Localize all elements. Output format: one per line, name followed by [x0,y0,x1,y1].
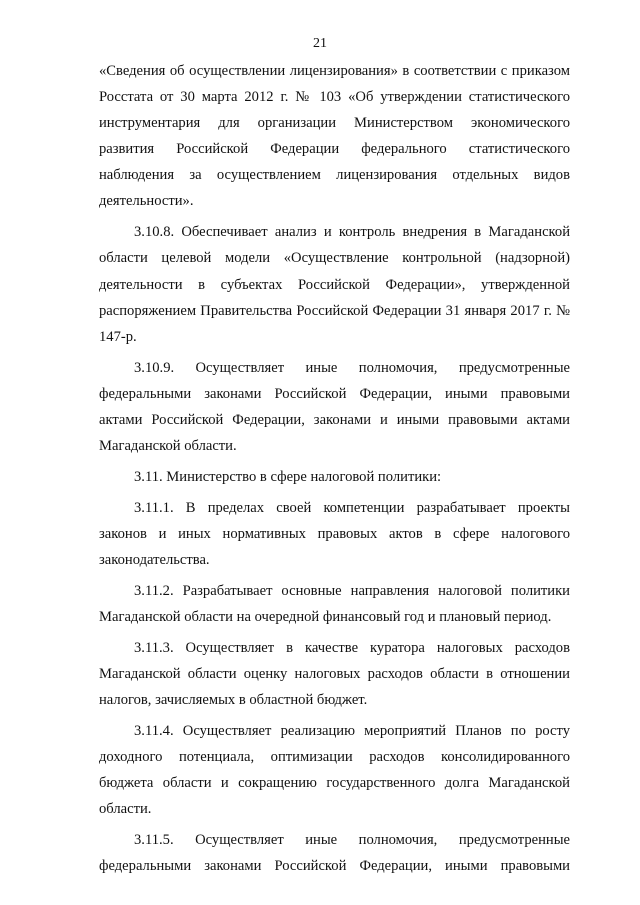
paragraph-3-10-9: 3.10.9. Осуществляет иные полномочия, предусмотренные федеральными законами Российской Федерации, иными правовыми актами Российской Федерации, законами и иными правовыми актами Магаданской области. [99,359,570,454]
paragraph-3-11-1: 3.11.1. В пределах своей компетенции разрабатывает проекты законов и иных нормативных правовых актов в сфере налогового законодательства. [99,499,570,568]
paragraph-licensing-statistics: «Сведения об осуществлении лицензирования» в соответствии с приказом Росстата от 30 марта 2012 г. № 103 «Об утверждении статистического инструментария для организации Министерством экономического развития Российской Федерации федерального статистического наблюдения за осуществлением лицензирования отдельных видов деятельности». [99,63,570,210]
page-number: 21 [313,36,327,51]
paragraph-3-10-8: 3.10.8. Обеспечивает анализ и контроль внедрения в Магаданской области целевой модели «Осуществление контрольной (надзорной) деятельности в субъектах Российской Федерации», утвержденной распоряжением Правительства Российской Федерации 31 января 2017 г. № 147-р. [99,224,570,345]
paragraph-3-11-2: 3.11.2. Разрабатывает основные направления налоговой политики Магаданской области на очередной финансовый год и плановый период. [99,582,570,625]
paragraph-3-11-3: 3.11.3. Осуществляет в качестве куратора налоговых расходов Магаданской области оценку налоговых расходов области в отношении налогов, зачисляемых в областной бюджет. [99,639,570,708]
document-body [99,58,570,884]
paragraph-3-11-4: 3.11.4. Осуществляет реализацию мероприятий Планов по росту доходного потенциала, оптимизации расходов консолидированного бюджета области и сокращению государственного долга Магаданской области. [99,722,570,818]
paragraph-3-11: 3.11. Министерство в сфере налоговой политики: [134,468,442,485]
paragraph-3-11-5: 3.11.5. Осуществляет иные полномочия, предусмотренные федеральными законами Российской Федерации, иными правовыми [99,832,570,875]
